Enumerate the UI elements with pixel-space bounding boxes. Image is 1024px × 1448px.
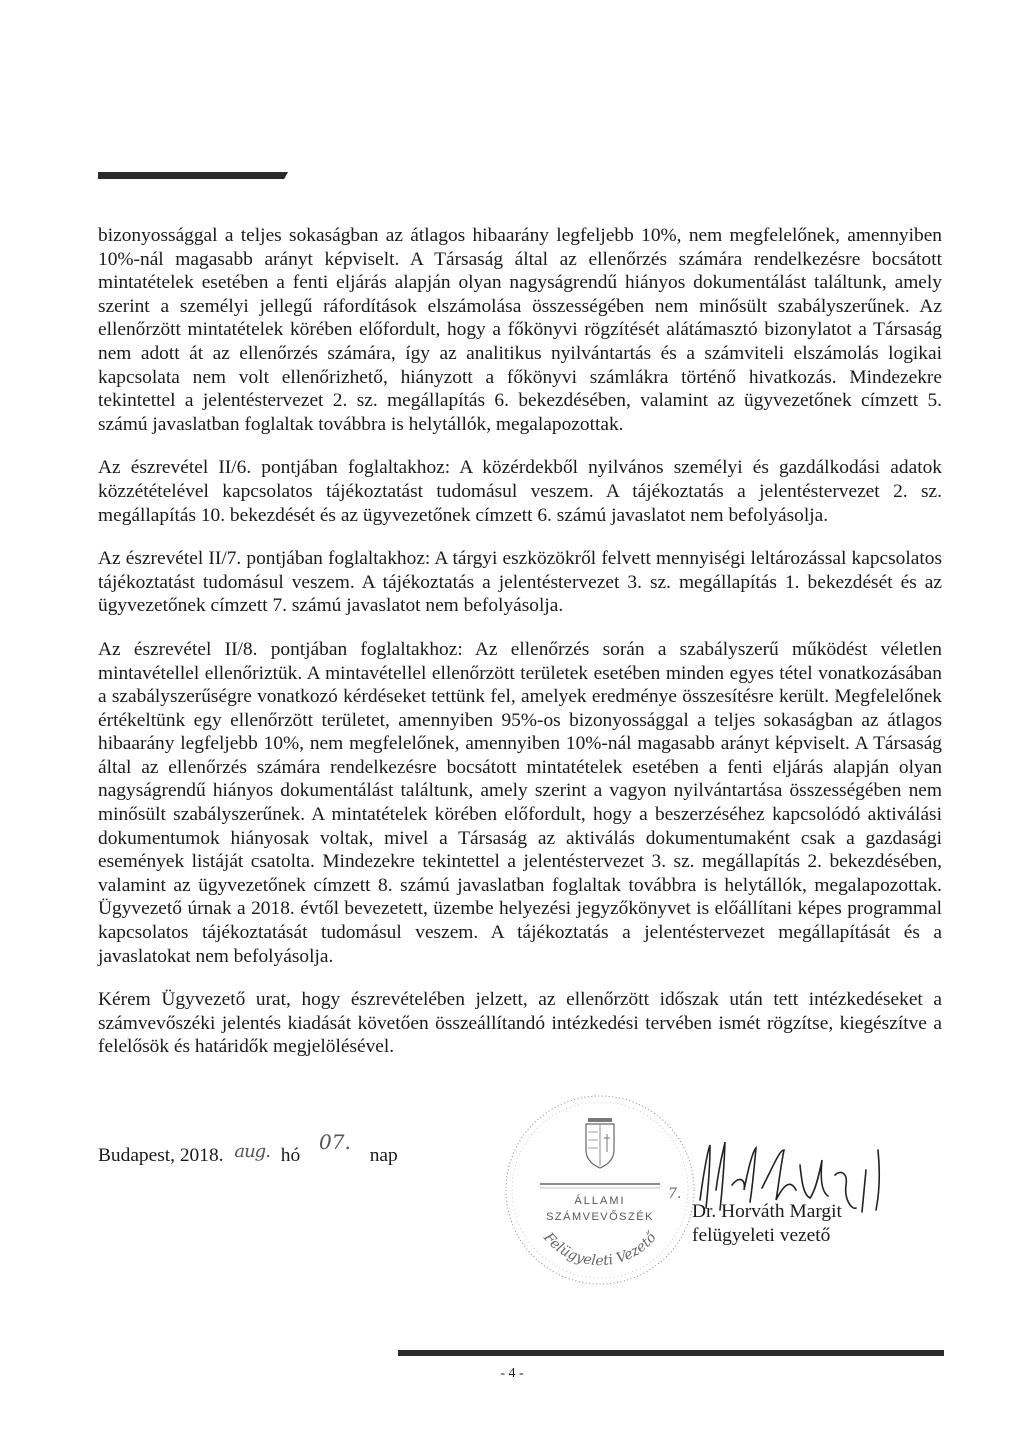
paragraph-3: Az észrevétel II/7. pontjában foglaltakhoz: A tárgyi eszközökről felvett mennyiségi leltározással kapcsolatos tájékoztatást tudomásul veszem. A tájékoztatás a jelentéstervezet 3. sz. megállapítás 1. bekezdését és az ügyvezetőnek címzett 7. számú javaslatot nem befolyásolja. <box>98 548 942 617</box>
signer-title: felügyeleti vezető <box>692 1225 831 1246</box>
paragraph-1: bizonyossággal a teljes sokaságban az átlagos hibaarány legfeljebb 10%, nem megfelelőnek, amennyiben 10%-nál magasabb arányt képviselt. A Társaság által az ellenőrzés számára rendelkezésre bocsátott mintatételek esetében a fenti eljárás alapján olyan nagyságrendű hiányos dokumentálást találtunk, amely szerint a személyi jellegű ráfordítások elszámolása összességében nem minősült szabályszerűnek. Az ellenőrzött mintatételek körében előfordult, hogy a főkönyvi rögzítését alátámasztó bizonylatot a Társaság nem adott át az ellenőrzés számára, így az analitikus nyilvántartás és a számviteli elszámolás logikai kapcsolata nem volt ellenőrizhető, hiányzott a főkönyvi számlákra történő hivatkozás. Mindezekre tekintettel a jelentéstervezet 2. sz. megállapítás 6. bekezdésében, valamint az ügyvezetőnek címzett 5. számú javaslatban foglaltak továbbra is helytállók, megalapozottak. <box>98 225 942 435</box>
seal-arc-text: Felügyeleti Vezető <box>540 1229 660 1270</box>
coat-of-arms-icon <box>586 1118 614 1168</box>
seal-line2: SZÁMVEVŐSZÉK <box>546 1211 654 1223</box>
signer-name: Dr. Horváth Margit <box>692 1201 842 1222</box>
paragraph-4: Az észrevétel II/8. pontjában foglaltakhoz: Az ellenőrzés során a szabályszerű működést véletlen mintavétellel ellenőriztük. A mintavétellel ellenőrzött területek esetében minden egyes tétel vonatkozásában a szabályszerűségre vonatkozó kérdéseket tettünk fel, amelyek eredménye összesítésre került. Megfelelőnek értékeltünk egy ellenőrzött területet, amennyiben 95%-os bizonyossággal a teljes sokaságban az átlagos hibaarány legfeljebb 10%, nem megfelelőnek, amennyiben 10%-nál magasabb arányt képviselt. A Társaság által az ellenőrzés számára rendelkezésre bocsátott mintatételek esetében a fenti eljárás alapján olyan nagyságrendű hiányos dokumentálást találtunk, amely szerint a vagyon nyilvántartása összességében nem minősült szabályszerűnek. A mintatételek körében előfordult, hogy a beszerzéséhez kapcsolódó aktiválási dokumentumok hiányosak voltak, mivel a Társaság az aktiválás dokumentumaként csak a gazdasági események listáját csatolta. Mindezekre tekintettel a jelentéstervezet 3. sz. megállapítás 2. bekezdésében, valamint az ügyvezetőnek címzett 8. számú javaslatban foglaltak továbbra is helytállók, megalapozottak. Ügyvezető úrnak a 2018. évtől bevezetett, üzembe helyezési jegyzőkönyvet is előállítani képes programmal kapcsolatos tájékoztatását tudomásul veszem. A tájékoztatás a jelentéstervezet megállapítását és a javaslatokat nem befolyásolja. <box>98 638 942 967</box>
date-ho: hó <box>280 1145 301 1166</box>
paragraph-2: Az észrevétel II/6. pontjában foglaltakhoz: A közérdekből nyilvános személyi és gazdálkodási adatok közzétételével kapcsolatos tájékoztatást tudomásul veszem. A tájékoztatás a jelentéstervezet 2. sz. megállapítás 10. bekezdését és az ügyvezetőnek címzett 6. számú javaslatot nem befolyásolja. <box>98 457 942 526</box>
date-month-handwritten: aug. <box>234 1141 270 1162</box>
seal-number: 7. <box>668 1186 682 1202</box>
document-body <box>98 224 942 1079</box>
date-day-handwritten: 07. <box>319 1130 351 1154</box>
date-line <box>98 1130 398 1168</box>
date-place-year: Budapest, 2018. <box>98 1145 224 1166</box>
top-rule <box>98 172 288 179</box>
official-seal <box>500 1090 700 1290</box>
date-nap: nap <box>369 1145 398 1166</box>
paragraph-5: Kérem Ügyvezető urat, hogy észrevételében jelzett, az ellenőrzött időszak után tett intézkedéseket a számvevőszéki jelentés kiadását követően összeállítandó intézkedési tervében ismét rögzítse, kiegészítve a felelősök és határidők megjelölésével. <box>98 989 942 1058</box>
page-number: - 4 - <box>500 1366 524 1381</box>
seal-line1: ÁLLAMI <box>574 1195 626 1207</box>
bottom-rule <box>398 1350 944 1356</box>
